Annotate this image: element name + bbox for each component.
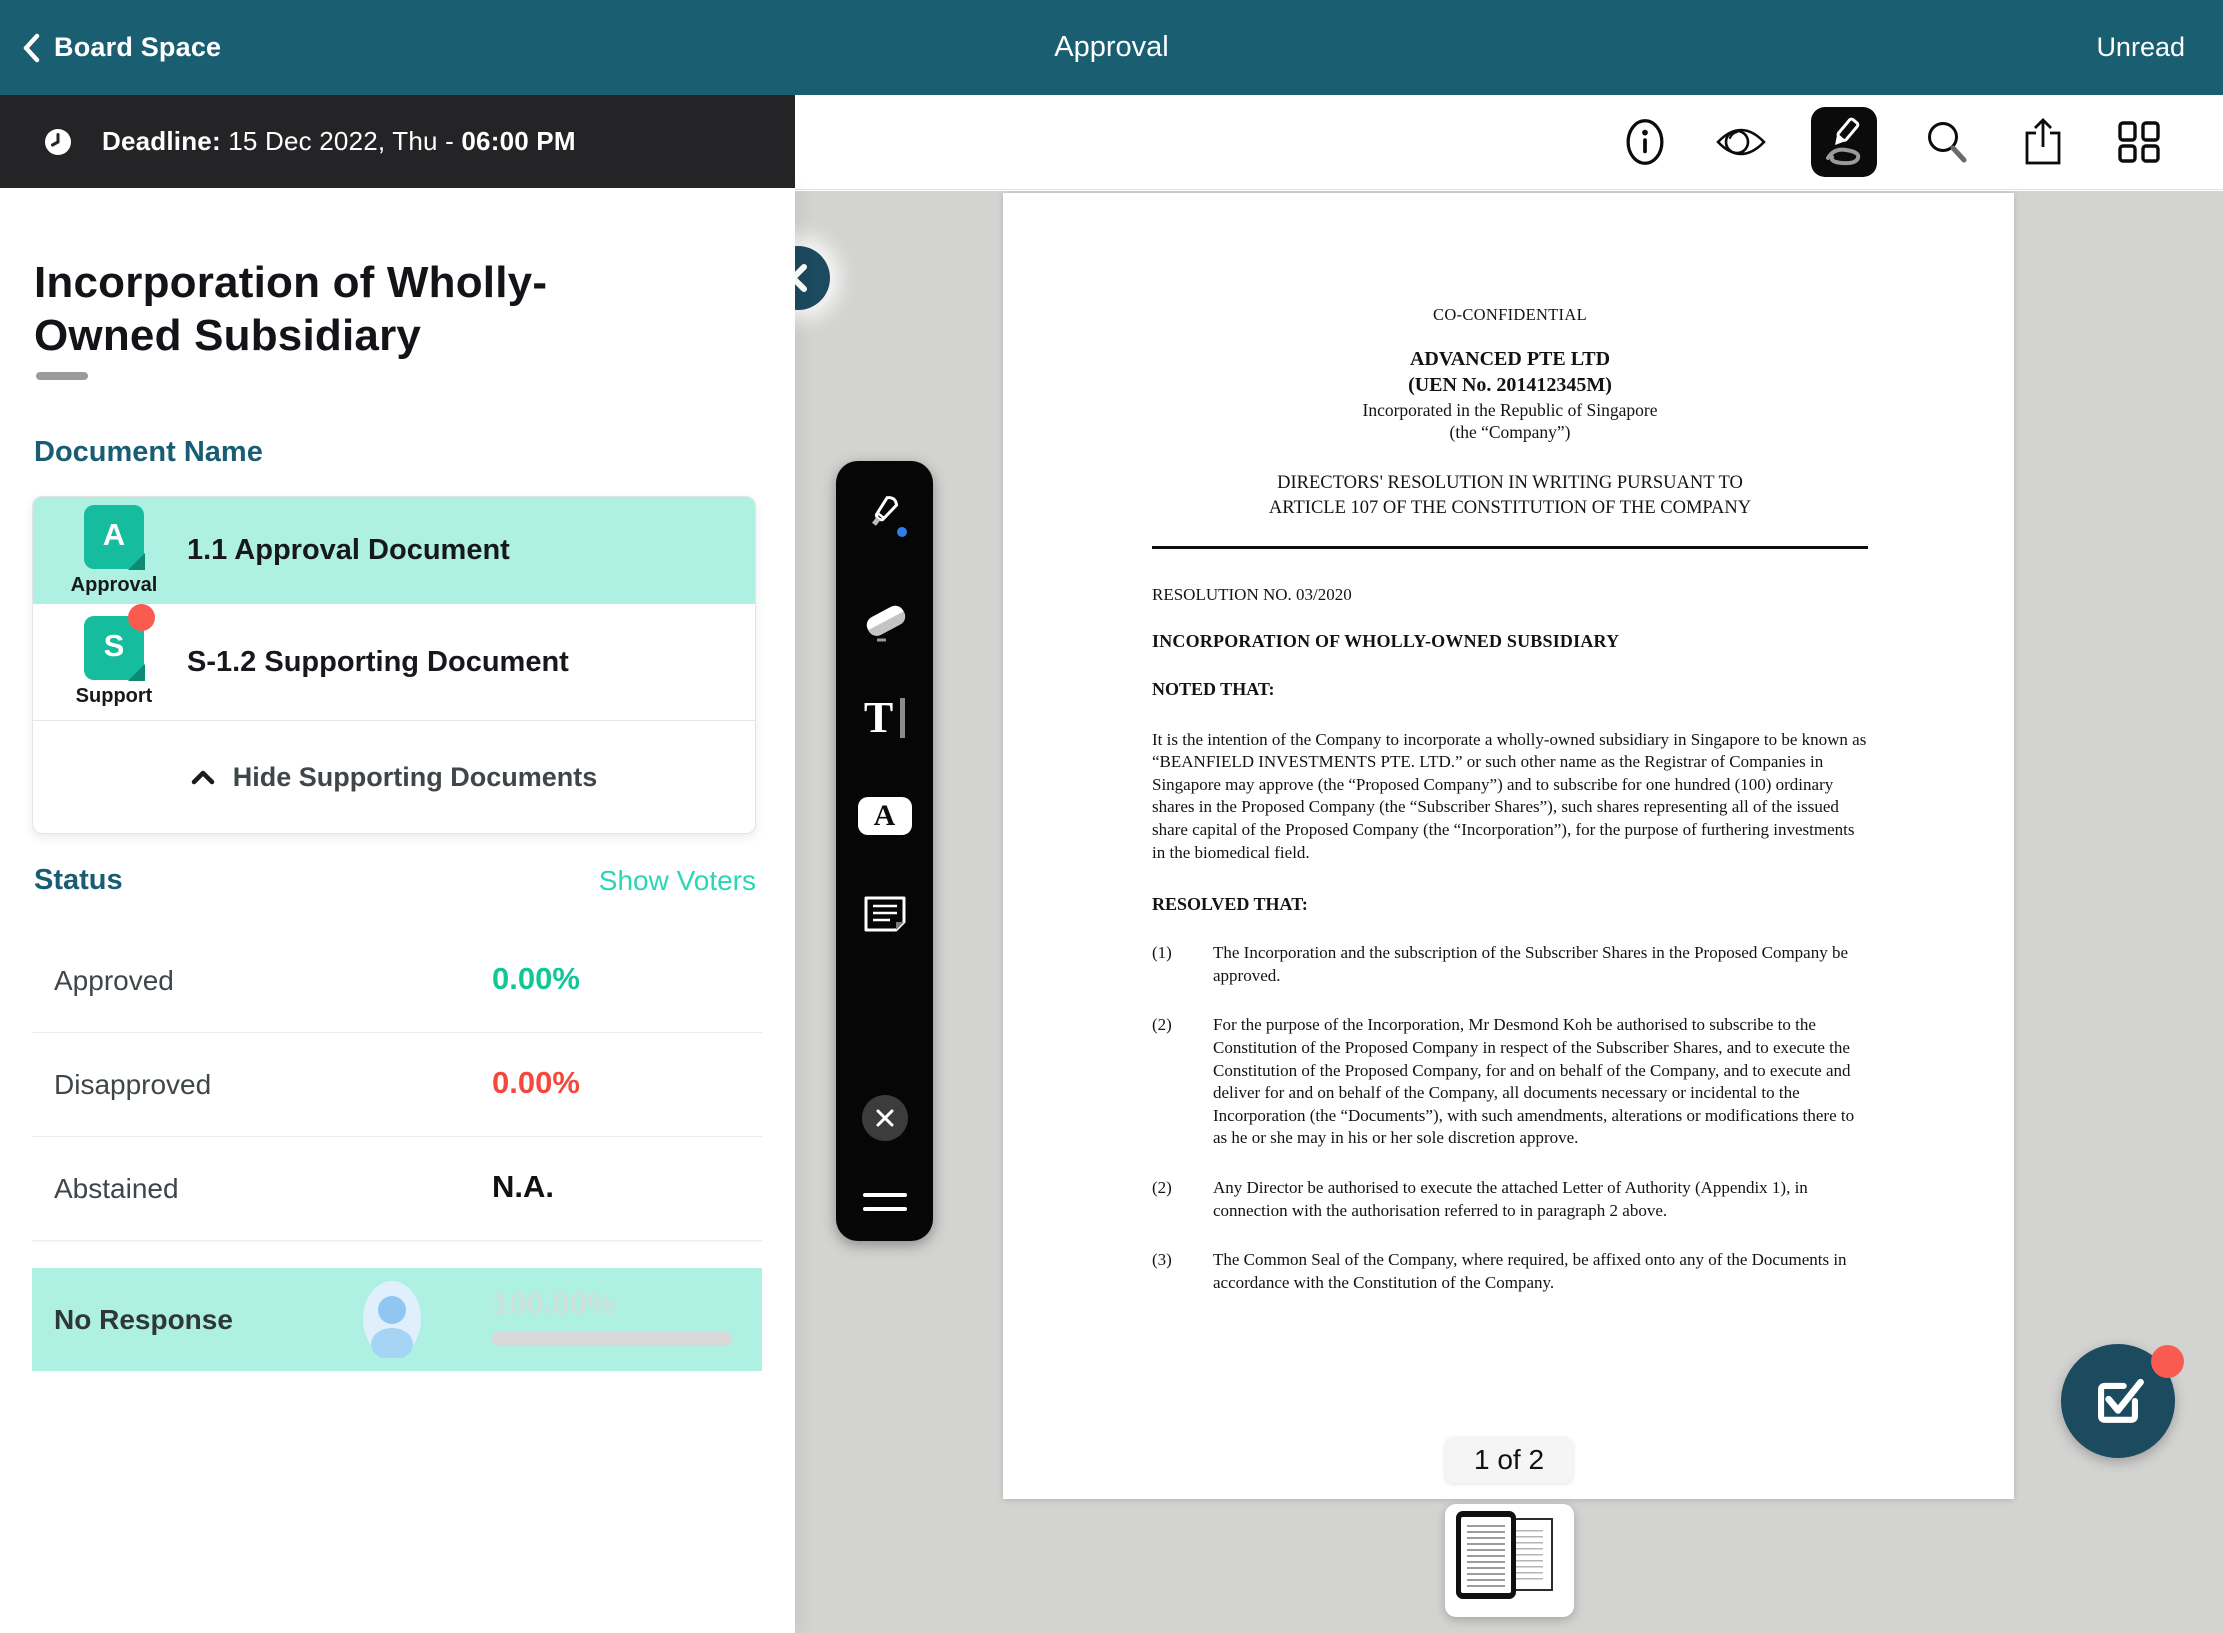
doc-confidential: CO-CONFIDENTIAL (1433, 305, 1587, 324)
sidebar (0, 188, 795, 1633)
chevron-up-icon (191, 769, 215, 785)
deadline-text (102, 126, 576, 157)
unread-button[interactable]: Unread (2096, 32, 2185, 62)
document-viewer (795, 95, 2223, 1633)
doc-company-uen: (UEN No. 201412345M) (1408, 374, 1612, 397)
approved-value: 0.00% (492, 960, 580, 996)
search-icon[interactable] (1921, 116, 1973, 168)
support-tile-label: Support (75, 685, 153, 707)
back-chevron-icon (22, 33, 40, 63)
unread-badge-dot (128, 604, 155, 631)
checkbox-check-icon (2086, 1369, 2150, 1433)
close-x-icon (875, 1108, 895, 1128)
deadline-time: 06:00 PM (461, 126, 576, 156)
support-doc-icon (84, 616, 144, 680)
disapproved-label: Disapproved (54, 1068, 212, 1100)
vote-notification-dot (2151, 1345, 2184, 1378)
approved-label: Approved (54, 964, 174, 996)
pdf-page[interactable] (1003, 193, 2014, 1499)
grid-icon[interactable] (2113, 116, 2165, 168)
top-navigation-bar (0, 0, 2223, 95)
thumbnail-page-1-lines (1467, 1525, 1505, 1587)
doc-heading-line1: DIRECTORS' RESOLUTION IN WRITING PURSUANT TO (1277, 472, 1743, 493)
close-annotation-toolbar-button[interactable] (836, 1079, 933, 1157)
doc-item-2-num: (2) (1152, 1015, 1172, 1035)
no-response-progress-bar (492, 1332, 732, 1346)
approval-doc-icon (84, 505, 144, 569)
status-row-approved (32, 929, 762, 1033)
doc-company-alias: (the “Company”) (1449, 422, 1571, 443)
deadline-bar (0, 95, 795, 188)
highlight-tool-icon[interactable] (836, 777, 933, 855)
doc-rule (1152, 546, 1868, 549)
status-row-no-response[interactable] (32, 1268, 762, 1371)
thumbnail-page-2-lines (1515, 1530, 1543, 1583)
back-button[interactable] (22, 0, 221, 95)
clock-icon (44, 128, 72, 156)
supporting-document-name: S-1.2 Supporting Document (187, 645, 569, 678)
approval-tile (69, 505, 159, 597)
eye-icon[interactable] (1715, 116, 1767, 168)
back-label: Board Space (54, 32, 222, 62)
approval-document-name: 1.1 Approval Document (187, 534, 510, 566)
approval-title: Incorporation of Wholly-Owned Subsidiary (34, 258, 548, 361)
status-row-spacer (32, 1241, 762, 1268)
document-item-supporting[interactable] (33, 604, 755, 721)
doc-noted-heading: NOTED THAT: (1152, 678, 1275, 699)
signature-pen-icon[interactable] (1811, 107, 1877, 177)
doc-item-1 (1152, 942, 1868, 987)
page-title: Approval (1054, 31, 1169, 63)
viewer-canvas (795, 191, 2223, 1633)
toolbar-drag-handle[interactable] (836, 1177, 933, 1227)
deadline-date: 15 Dec 2022, Thu - (220, 126, 462, 156)
eraser-tool-icon[interactable] (836, 581, 933, 659)
support-tile (69, 616, 159, 708)
doc-item-3-text: Any Director be authorised to execute the attached Letter of Authority (Appendix 1), in connection with the authorisation referred to in paragraph 2 above. (1213, 1178, 1808, 1220)
doc-item-4-num: (3) (1152, 1250, 1172, 1270)
document-item-approval[interactable] (33, 497, 755, 604)
page-indicator: 1 of 2 (1445, 1437, 1573, 1483)
status-table (32, 929, 762, 1371)
doc-item-1-text: The Incorporation and the subscription of the Subscriber Shares in the Proposed Company be approved. (1213, 943, 1849, 985)
support-tile-letter: S (103, 628, 125, 663)
no-response-label: No Response (54, 1303, 233, 1335)
no-response-value: 100.00% (492, 1286, 615, 1321)
doc-subject: INCORPORATION OF WHOLLY-OWNED SUBSIDIARY (1152, 630, 1620, 651)
annotation-toolbar (836, 461, 933, 1241)
text-cursor-bar (900, 698, 905, 738)
status-header (0, 864, 756, 897)
status-heading: Status (34, 864, 123, 896)
highlight-a-glyph: A (858, 797, 912, 835)
voter-avatar (362, 1280, 422, 1358)
status-row-disapproved (32, 1033, 762, 1137)
text-tool-glyph: T (863, 693, 894, 742)
note-tool-icon[interactable] (836, 875, 933, 953)
doc-item-2 (1152, 1014, 1868, 1150)
status-row-abstained (32, 1137, 762, 1241)
doc-resolved-heading: RESOLVED THAT: (1152, 894, 1308, 915)
document-list-card (32, 496, 756, 834)
document-name-heading: Document Name (34, 436, 263, 468)
deadline-label: Deadline: (102, 126, 221, 156)
abstained-value: N.A. (492, 1168, 554, 1204)
doc-heading-line2: ARTICLE 107 OF THE CONSTITUTION OF THE COMPANY (1268, 497, 1752, 518)
share-icon[interactable] (2017, 116, 2069, 168)
doc-item-2-text: For the purpose of the Incorporation, Mr Desmond Koh be authorised to subscribe to the Constitution of the Proposed Company in respect of the Subscriber Shares, and to execute the Constitution of the Proposed Company, for and on behalf of the Company, and to execute and deliver for and on behalf of the Company, all documents necessary or incidental to the Incorporation (the “Documents”), with such amendments, alterations or modifications there to as he or she may in his or her sole discretion approve. (1213, 1015, 1855, 1148)
doc-incorporated-line: Incorporated in the Republic of Singapore (1362, 399, 1658, 420)
approval-tile-letter: A (102, 516, 126, 552)
doc-noted-paragraph: It is the intention of the Company to incorporate a wholly-owned subsidiary in Singapore to be known as “BEANFIELD INVESTMENTS PTE. LTD.” or such other name as the Registrar of Companies in Singapore may approve (the “Proposed Company”) and to subscribe for one hundred (100) ordinary shares in the Proposed Company (the “Subscriber Shares”), such shares representing all of the issued share capital of the Proposed Company (the “Incorporation”), for the purpose of furthering investments in the biomedical field. (1152, 729, 1867, 862)
doc-item-3 (1152, 1177, 1868, 1222)
doc-item-1-num: (1) (1152, 943, 1172, 963)
abstained-label: Abstained (54, 1172, 179, 1204)
doc-item-4-text: The Common Seal of the Company, where required, be affixed onto any of the Documents in accordance with the Constitution of the Company. (1213, 1250, 1847, 1292)
viewer-toolbar (795, 95, 2223, 190)
hide-supporting-documents-button[interactable] (33, 721, 755, 833)
doc-resolution-no: RESOLUTION NO. 03/2020 (1152, 584, 1352, 604)
doc-item-4 (1152, 1249, 1868, 1294)
show-voters-link[interactable]: Show Voters (598, 864, 756, 896)
text-tool-icon[interactable] (836, 679, 933, 757)
disapproved-value: 0.00% (492, 1064, 580, 1100)
hide-supporting-label: Hide Supporting Documents (232, 761, 598, 792)
title-divider-dash (36, 372, 88, 380)
thumbnail-page-1-active[interactable] (1456, 1511, 1516, 1599)
doc-company-name: ADVANCED PTE LTD (1409, 348, 1611, 370)
page-thumbnail-card (1445, 1504, 1574, 1617)
approval-tile-label: Approval (70, 573, 158, 596)
doc-item-3-num: (2) (1152, 1178, 1172, 1198)
info-icon[interactable] (1619, 116, 1671, 168)
pen-tool-icon[interactable] (836, 483, 933, 561)
